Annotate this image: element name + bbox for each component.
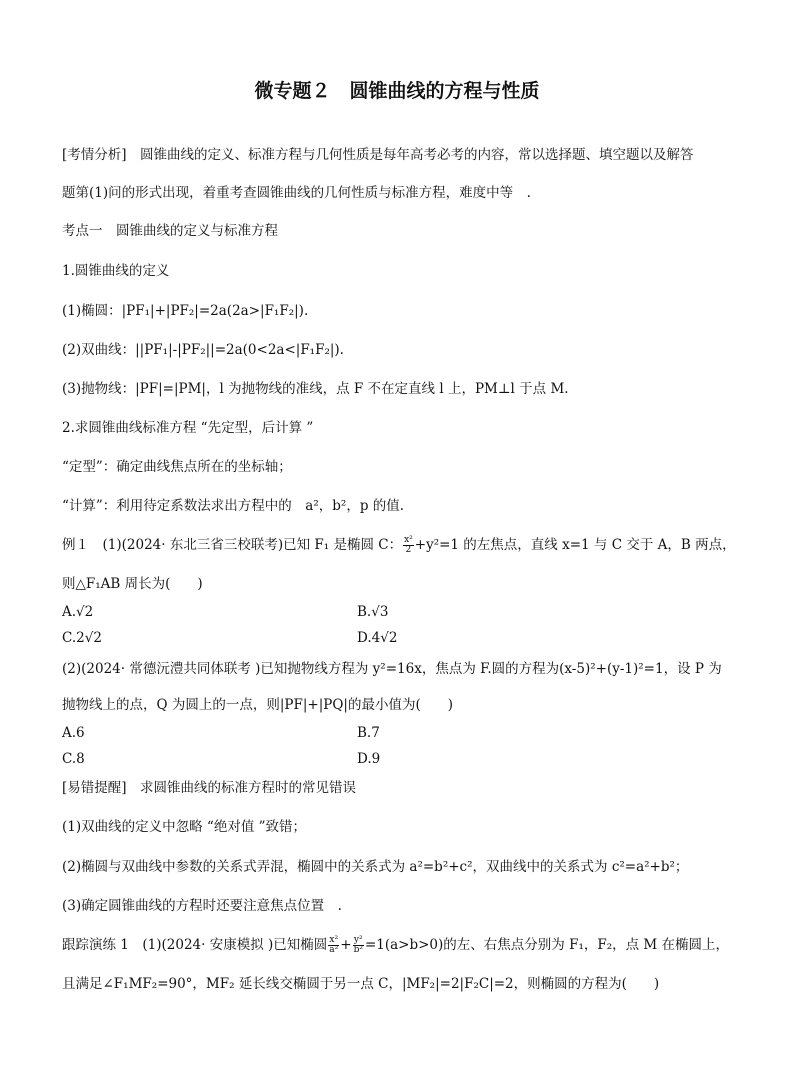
example-1-line-2: 则△F₁AB 周长为( ) (62, 576, 203, 592)
warning-item-2: (2)椭圆与双曲线中参数的关系式弄混，椭圆中的关系式为 a²=b²+c²，双曲线中的关系式为 c²=a²+b²； (62, 859, 689, 875)
fraction-numerator: y² (353, 935, 363, 945)
option-a-radicand: 2 (84, 604, 94, 620)
practice-prefix: 跟踪演练 1 (1)(2024· 安康模拟 )已知椭圆 (62, 937, 328, 953)
fraction-numerator: x² (329, 935, 339, 945)
option-c: C.8 (62, 751, 85, 767)
option-d: D.4√2 (357, 630, 398, 646)
option-a: A.6 (62, 725, 85, 741)
option-c: C.2√2 (62, 630, 102, 646)
example-1-prefix: 例１ (1)(2024· 东北三省三校联考)已知 F₁ 是椭圆 C： (62, 537, 403, 553)
option-a: A.√2 (62, 604, 94, 620)
fraction-denominator: 2 (405, 545, 412, 555)
example-2-line-1: (2)(2024· 常德沅澧共同体联考 )已知抛物线方程为 y²=16x，焦点为 F.圆的方程为(x-5)²+(y-1)²=1，设 P 为 (62, 661, 722, 677)
dingxing-text: “定型”：确定曲线焦点所在的坐标轴； (62, 459, 292, 475)
section-1-heading: 1.圆锥曲线的定义 (62, 263, 170, 279)
practice-line-1 (62, 936, 729, 955)
fraction-denominator: a² (329, 945, 339, 955)
practice-fraction-y (353, 936, 364, 955)
example-2-line-2: 抛物线上的点，Q 为圆上的一点，则|PF|+|PQ|的最小值为( ) (62, 697, 453, 713)
practice-fraction-x (328, 936, 339, 955)
section-2-heading: 2.求圆锥曲线标准方程 “先定型，后计算 ” (62, 420, 314, 436)
example-1-suffix: +y²=1 的左焦点，直线 x=1 与 C 交于 A，B 两点， (414, 537, 736, 553)
page-title: 微专题２ 圆锥曲线的方程与性质 (254, 80, 540, 102)
example-2-options-row-1 (62, 724, 380, 742)
practice-line-2: 且满足∠F₁MF₂=90°，MF₂ 延长线交椭圆于另一点 C，|MF₂|=2|F₂C|=2，则椭圆的方程为( ) (62, 976, 660, 992)
point-heading: 考点一 圆锥曲线的定义与标准方程 (62, 223, 278, 239)
warning-item-1: (1)双曲线的定义中忽略 “绝对值 ”致错； (62, 819, 307, 835)
analysis-line-2: 题第(1)问的形式出现，着重考查圆锥曲线的几何性质与标准方程，难度中等 . (62, 185, 531, 201)
example-1-fraction (403, 536, 414, 555)
warning-item-3: (3)确定圆锥曲线的方程时还要注意焦点位置 . (62, 898, 342, 914)
plus-sign: + (340, 937, 352, 953)
option-c-radicand: 2 (93, 630, 102, 646)
option-b: B.√3 (357, 604, 389, 620)
option-b: B.7 (357, 725, 380, 741)
example-1-options-row-1 (62, 603, 389, 621)
fraction-numerator: x² (404, 535, 413, 545)
option-b-radicand: 3 (379, 604, 389, 620)
definition-ellipse: (1)椭圆：|PF₁|+|PF₂|=2a(2a>|F₁F₂|). (62, 303, 309, 319)
option-d-radicand: 2 (388, 630, 398, 646)
definition-parabola: (3)抛物线：|PF|=|PM|，l 为抛物线的准线，点 F 不在定直线 l 上，PM⊥l 于点 M. (62, 381, 569, 397)
analysis-line-1: [考情分析] 圆锥曲线的定义、标准方程与几何性质是每年高考必考的内容，常以选择题、填空题以及解答 (62, 147, 694, 163)
definition-hyperbola: (2)双曲线：||PF₁|-|PF₂||=2a(0<2a<|F₁F₂|). (62, 342, 344, 358)
fraction-denominator: b² (353, 945, 363, 955)
example-1-line-1 (62, 536, 736, 555)
example-2-options-row-2 (62, 750, 381, 768)
warning-title: [易错提醒] 求圆锥曲线的标准方程时的常见错误 (62, 780, 357, 796)
practice-suffix: =1(a>b>0)的左、右焦点分别为 F₁，F₂，点 M 在椭圆上， (364, 937, 730, 953)
option-d: D.9 (357, 751, 381, 767)
jisuan-text: “计算”：利用待定系数法求出方程中的 a²，b²，p 的值. (62, 498, 405, 514)
example-1-options-row-2 (62, 629, 398, 647)
